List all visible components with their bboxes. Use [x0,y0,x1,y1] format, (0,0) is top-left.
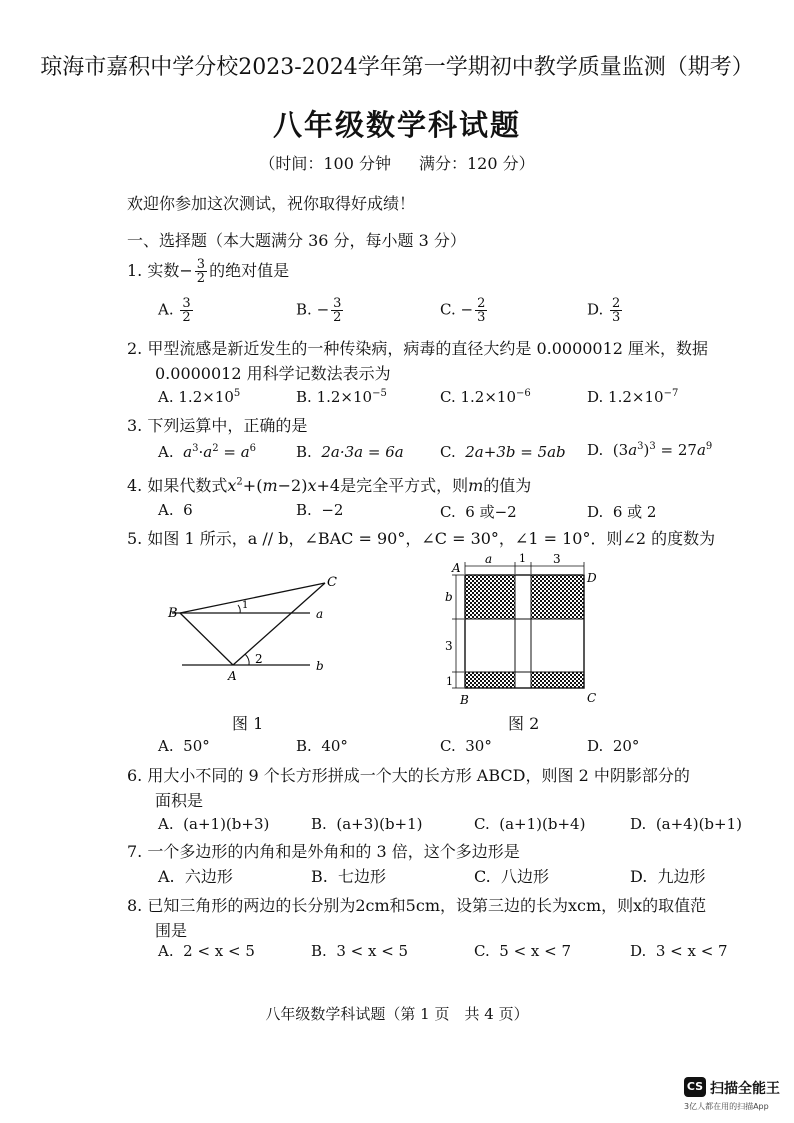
question-number: 4. [127,476,143,495]
question-stem: 甲型流感是新近发生的一种传染病，病毒的直径大约是 0.0000012 厘米，数据 [147,339,709,358]
dim-left-1: 1 [446,675,453,688]
scanner-app-name: 扫描全能王 [710,1081,780,1097]
option-a[interactable]: A. 2 < x < 5 [158,942,255,960]
label-C: C [587,691,597,705]
label-b: b [316,659,324,673]
label-A: A [452,561,461,575]
question-number: 7. [127,842,143,861]
angle-1-arc [238,605,240,613]
option-b[interactable]: B. 2a·3a = 6a [296,443,404,461]
figure-1 [160,570,360,690]
angle-2-arc [245,654,249,665]
option-b[interactable]: B. −2 [296,501,344,519]
question-7 [127,839,520,862]
label-B: B [168,606,178,621]
question-1 [127,258,289,285]
option-b[interactable]: B. (a+3)(b+1) [311,815,423,833]
option-d[interactable]: D. (a+4)(b+1) [630,815,742,833]
question-5 [127,526,715,549]
label-angle-2: 2 [255,652,263,666]
exam-title: 八年级数学科试题 [272,108,521,142]
option-c[interactable]: C. 6 或−2 [440,503,517,521]
question-6-line2: 面积是 [155,791,204,810]
option-c[interactable]: C. 2a+3b = 5ab [440,443,566,461]
shaded-top-right [531,575,584,619]
question-number: 6. [127,766,143,785]
option-a[interactable]: A. $\frac{3}{2}$ [158,296,191,325]
time-limit: （时间：100 分钟 [259,154,391,173]
question-stem: 已知三角形的两边的长分别为2cm和5cm，设第三边的长为xcm，则x的取值范 [147,896,707,915]
option-d[interactable]: D. 6 或 2 [587,503,657,521]
option-a[interactable]: A. 六边形 [158,867,233,886]
label-a: a [316,607,324,621]
option-d[interactable]: D. $1.2\times 10^{-7}$ [587,388,679,406]
question-stem: 用大小不同的 9 个长方形拼成一个大的长方形 ABCD，则图 2 中阴影部分的 [147,766,690,785]
option-b[interactable]: B. 七边形 [311,867,387,886]
question-stem-end: 的绝对值是 [209,261,290,280]
option-d[interactable]: D. $(3a^3)^3 = 27a^9$ [587,441,713,459]
page-footer: 八年级数学科试题（第 1 页 共 4 页） [265,1005,529,1023]
option-d[interactable]: D. 20° [587,737,640,755]
segment-bc [180,583,325,613]
option-c[interactable]: C. $1.2\times 10^{-6}$ [440,388,531,406]
option-a[interactable]: A. $1.2\times 10^5$ [158,388,241,406]
question-stem: 一个多边形的内角和是外角和的 3 倍，这个多边形是 [147,842,520,861]
dim-top-3: 3 [553,552,561,566]
scanner-tagline: 3亿人都在用的扫描App [684,1102,769,1111]
dim-left-3: 3 [445,639,453,653]
option-d[interactable]: D. $\frac{2}{3}$ [587,296,621,325]
option-c[interactable]: C. 5 < x < 7 [474,942,572,960]
question-6 [127,763,690,786]
option-c[interactable]: C. 30° [440,737,492,755]
label-D: D [587,571,597,585]
option-b[interactable]: B. − $\frac{3}{2}$ [296,296,342,325]
option-a[interactable]: A. (a+1)(b+3) [158,815,270,833]
shaded-bottom-left [465,672,515,688]
fraction: $\frac{3}{2}$ [196,257,206,286]
section-heading: 一、选择题（本大题满分 36 分，每小题 3 分） [127,231,466,250]
question-number: 1. [127,261,143,280]
question-stem: 实数 [147,261,180,280]
label-C: C [327,575,337,590]
dim-top-1: 1 [519,552,526,565]
figure-2 [438,550,608,710]
option-d[interactable]: D. 3 < x < 7 [630,942,728,960]
question-stem: 如图 1 所示，a // b，∠BAC = 90°，∠C = 30°，∠1 = 10°．则∠2 的度数为 [147,529,716,548]
dim-top-a: a [485,552,493,566]
label-A: A [228,669,237,683]
option-b[interactable]: B. $1.2\times 10^{-5}$ [296,388,387,406]
shaded-top-left [465,575,515,619]
option-a[interactable]: A. $a^3\cdot a^2 = a^6$ [158,443,257,461]
greeting: 欢迎你参加这次测试，祝你取得好成绩！ [127,194,416,213]
question-4: 4. 如果代数式$x^2+(m-2)x+4$是完全平方式，则m的值为 [127,476,532,495]
shaded-bottom-right [531,672,584,688]
question-number: 3. [127,416,143,435]
segment-ac [233,583,325,665]
question-8 [127,893,706,916]
label-B: B [460,693,469,707]
question-number: 8. [127,896,143,915]
option-c[interactable]: C. − $\frac{2}{3}$ [440,296,486,325]
camscanner-logo-icon: CS [684,1077,706,1097]
option-c[interactable]: C. (a+1)(b+4) [474,815,586,833]
minus-sign: − [179,261,193,280]
option-d[interactable]: D. 九边形 [630,867,706,886]
option-b[interactable]: B. 3 < x < 5 [311,942,409,960]
question-number: 2. [127,339,143,358]
label-angle-1: 1 [242,600,249,611]
question-8-line2: 围是 [155,921,188,940]
school-header: 琼海市嘉积中学分校2023-2024学年第一学期初中教学质量监测（期考） [40,55,754,80]
option-a[interactable]: A. 6 [158,501,193,519]
option-b[interactable]: B. 40° [296,737,348,755]
dim-left-b: b [445,590,453,604]
exam-time-info [0,151,794,174]
figure-1-caption: 图 1 [232,714,264,733]
question-2-line2: 0.0000012 用科学记数法表示为 [155,364,391,383]
question-stem: 下列运算中，正确的是 [147,416,308,435]
option-a[interactable]: A. 50° [158,737,210,755]
figure-2-caption: 图 2 [508,714,540,733]
question-3 [127,413,307,436]
full-score: 满分：120 分） [419,154,535,173]
option-c[interactable]: C. 八边形 [474,867,549,886]
segment-ba [180,613,233,665]
question-number: 5. [127,529,143,548]
question-2 [127,336,708,359]
